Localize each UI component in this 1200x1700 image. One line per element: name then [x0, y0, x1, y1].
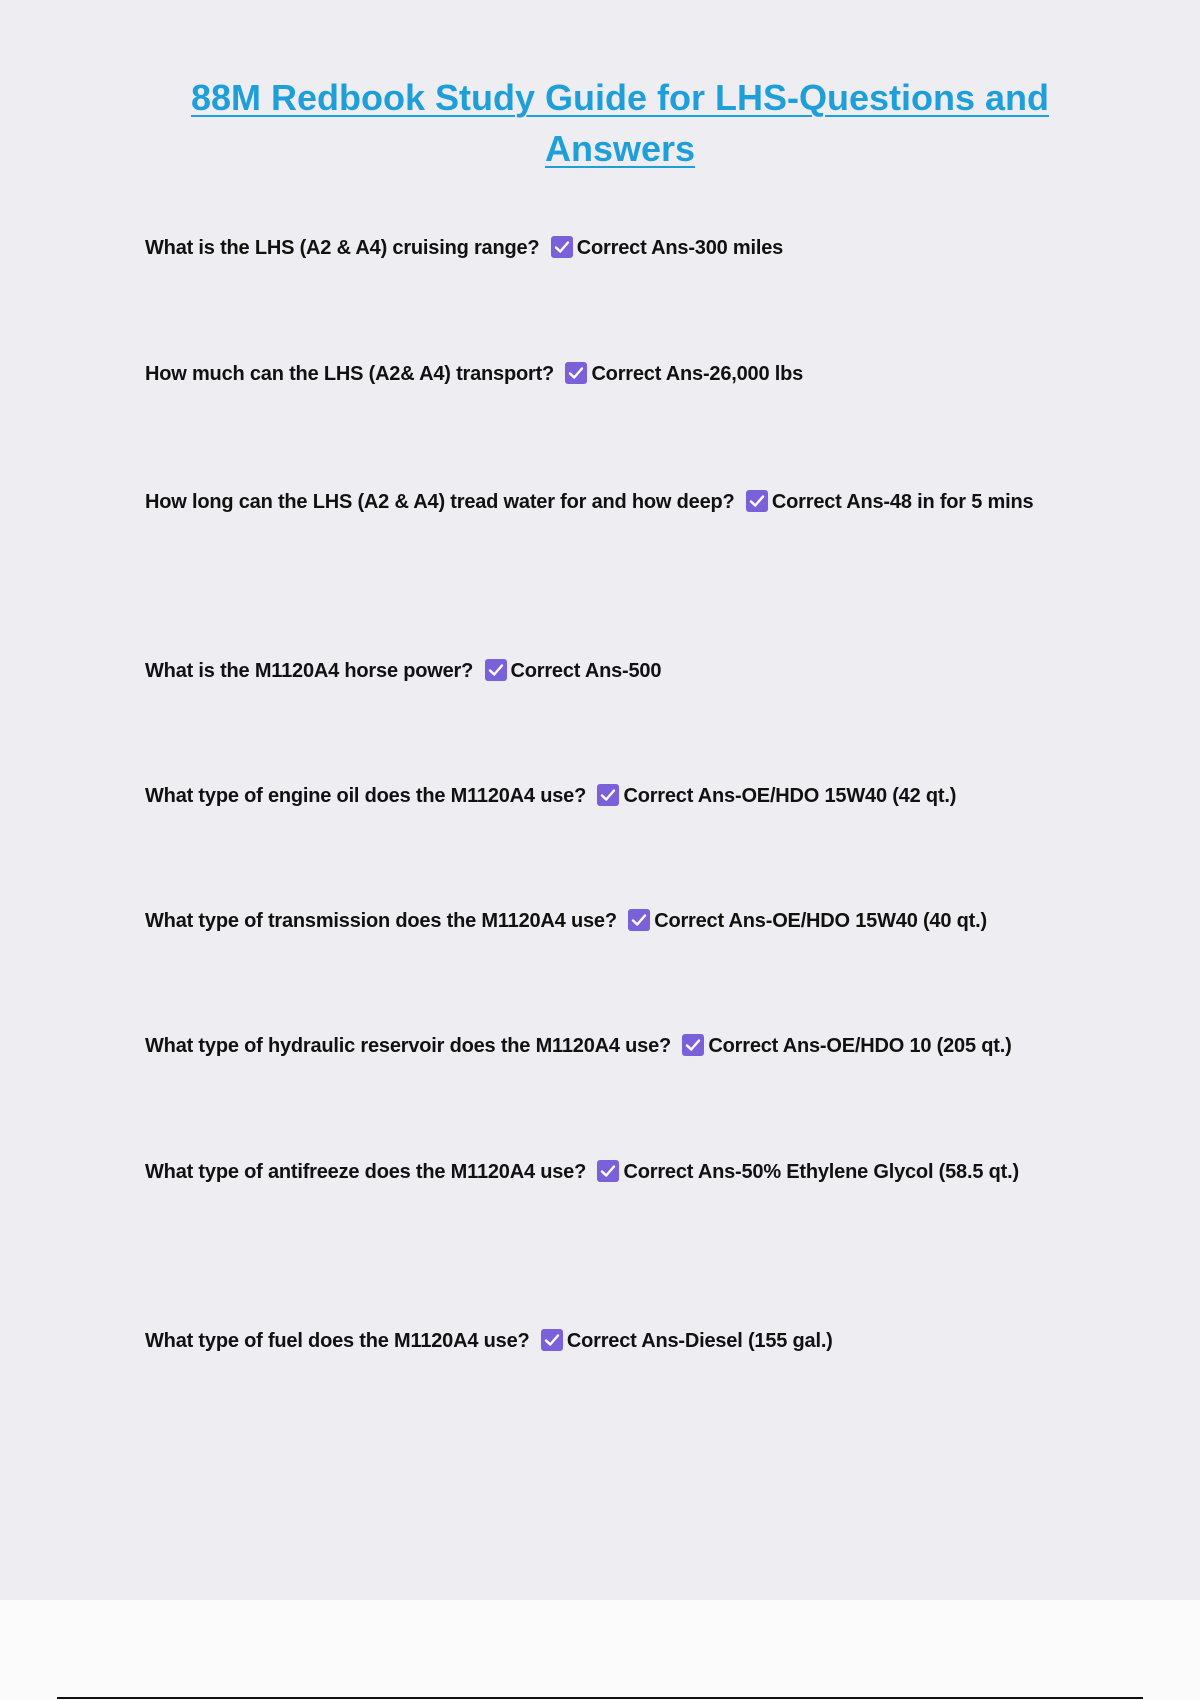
question-text: What is the LHS (A2 & A4) cruising range? [145, 237, 540, 259]
checkbox-checked-icon [746, 490, 768, 512]
question-text: What type of transmission does the M1120A4 use? [145, 910, 617, 932]
checkbox-checked-icon [597, 784, 619, 806]
checkbox-checked-icon [565, 362, 587, 384]
qa-item [145, 1319, 1105, 1363]
document-title: 88M Redbook Study Guide for LHS-Questions and Answers [190, 77, 1050, 169]
qa-item [145, 352, 1105, 396]
checkbox-checked-icon [485, 659, 507, 681]
checkbox-checked-icon [551, 236, 573, 258]
qa-item [145, 480, 1065, 524]
question-text: How much can the LHS (A2& A4) transport? [145, 363, 555, 385]
answer-text: Correct Ans-Diesel (155 gal.) [566, 1330, 833, 1352]
question-text: What type of antifreeze does the M1120A4 use? [145, 1161, 587, 1183]
answer-text: Correct Ans-OE/HDO 15W40 (40 qt.) [654, 910, 987, 932]
qa-item [145, 226, 1105, 270]
answer-text: Correct Ans-50% Ethylene Glycol (58.5 qt.) [623, 1161, 1019, 1183]
qa-item [145, 774, 1105, 818]
checkbox-checked-icon [628, 909, 650, 931]
answer-text: Correct Ans-OE/HDO 10 (205 qt.) [708, 1035, 1012, 1057]
checkbox-checked-icon [541, 1329, 563, 1351]
question-text: What type of fuel does the M1120A4 use? [145, 1330, 530, 1352]
answer-text: Correct Ans-48 in for 5 mins [771, 491, 1034, 513]
answer-text: Correct Ans-300 miles [576, 237, 784, 259]
checkbox-checked-icon [597, 1160, 619, 1182]
qa-item [145, 649, 1105, 693]
answer-text: Correct Ans-500 [510, 660, 662, 682]
qa-item [145, 1024, 1105, 1068]
qa-item [145, 1150, 1065, 1194]
question-text: How long can the LHS (A2 & A4) tread water for and how deep? [145, 491, 735, 513]
checkbox-checked-icon [682, 1034, 704, 1056]
answer-text: Correct Ans-OE/HDO 15W40 (42 qt.) [623, 785, 957, 807]
answer-text: Correct Ans-26,000 lbs [591, 363, 804, 385]
footer-divider [57, 1697, 1143, 1699]
page-footer [0, 1600, 1200, 1700]
question-text: What is the M1120A4 horse power? [145, 660, 474, 682]
question-text: What type of hydraulic reservoir does the M1120A4 use? [145, 1035, 672, 1057]
question-text: What type of engine oil does the M1120A4 use? [145, 785, 587, 807]
qa-item [145, 899, 1105, 943]
